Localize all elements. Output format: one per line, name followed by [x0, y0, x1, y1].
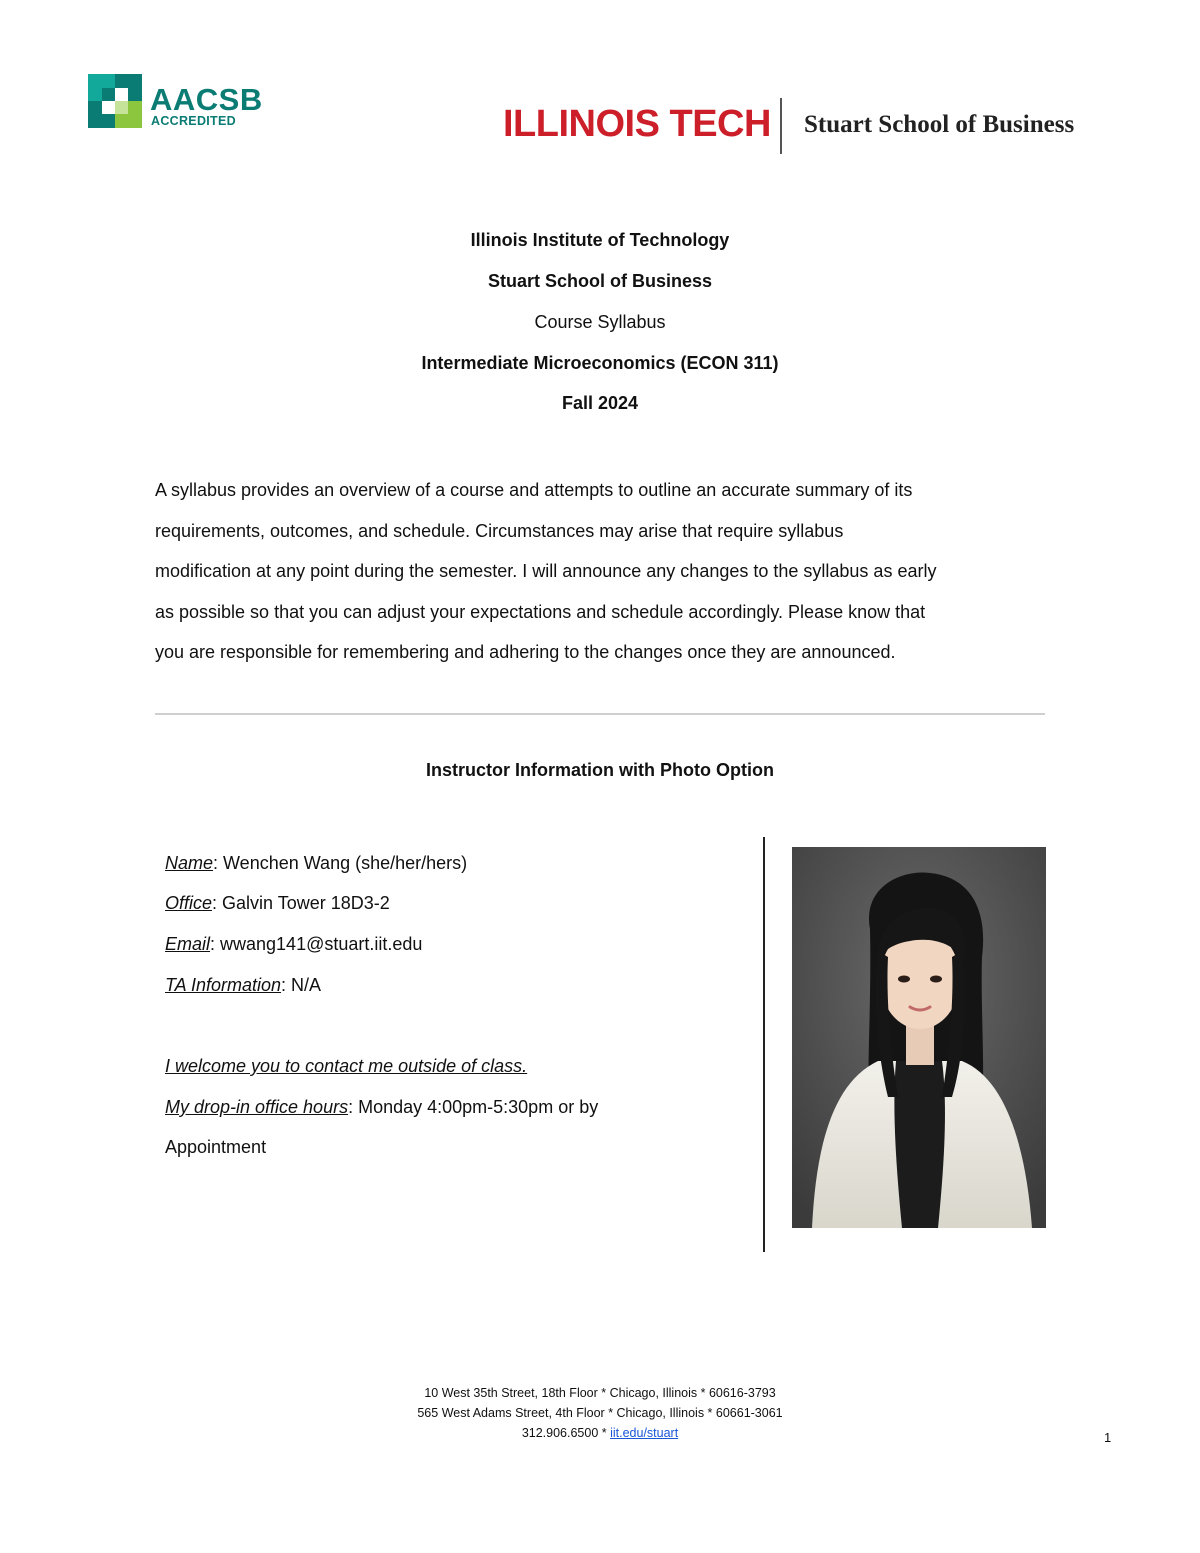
hours-label: My drop-in office hours: [165, 1097, 349, 1117]
intro-line: requirements, outcomes, and schedule. Circumstances may arise that require syllabus: [155, 520, 844, 541]
email-value: : wwang141@stuart.iit.edu: [210, 934, 423, 954]
syllabus-intro-paragraph: [155, 470, 1055, 673]
welcome-text: I welcome you to contact me outside of class.: [165, 1056, 528, 1076]
name-label: Name: [165, 853, 214, 873]
instructor-office-row: [165, 891, 390, 915]
email-label: Email: [165, 934, 211, 954]
ta-label: TA Information: [165, 975, 282, 995]
aacsb-emblem-icon: [88, 74, 142, 128]
vertical-separator: [763, 837, 765, 1252]
intro-line: A syllabus provides an overview of a course and attempts to outline an accurate summary of its: [155, 480, 913, 500]
header-divider: [780, 98, 782, 154]
aacsb-word: AACSB: [150, 82, 263, 117]
intro-line: you are responsible for remembering and adhering to the changes once they are announced.: [155, 642, 896, 662]
ta-info-row: [165, 973, 321, 997]
school-title: Stuart School of Business: [487, 271, 713, 291]
course-title: Intermediate Microeconomics (ECON 311): [421, 353, 779, 373]
illinois-tech-logo: ILLINOIS TECH: [503, 103, 771, 145]
instructor-photo: [792, 847, 1046, 1228]
section-divider: [155, 713, 1045, 715]
doc-type: Course Syllabus: [534, 312, 666, 332]
hours-value: : Monday 4:00pm-5:30pm or by: [348, 1097, 599, 1117]
instructor-heading: Instructor Information with Photo Option: [426, 760, 774, 780]
intro-line: modification at any point during the semester. I will announce any changes to the syllabus as early: [155, 561, 937, 581]
footer-website-link[interactable]: iit.edu/stuart: [610, 1426, 679, 1440]
aacsb-logo: [88, 74, 263, 130]
stuart-school-logo: Stuart School of Business: [804, 111, 1075, 138]
office-value: : Galvin Tower 18D3-2: [212, 893, 390, 913]
intro-line: as possible so that you can adjust your expectations and schedule accordingly. Please know that: [155, 601, 926, 622]
footer-address-2: 565 West Adams Street, 4th Floor * Chicago, Illinois * 60661-3061: [417, 1406, 783, 1420]
footer-address-1: 10 West 35th Street, 18th Floor * Chicago, Illinois * 60616-3793: [424, 1386, 776, 1400]
page-number: 1: [1104, 1430, 1112, 1445]
ta-value: : N/A: [281, 975, 322, 995]
office-hours-cont: Appointment: [165, 1137, 267, 1157]
name-value: : Wenchen Wang (she/her/hers): [213, 853, 468, 873]
footer-phone: 312.906.6500 *: [521, 1426, 611, 1440]
welcome-row: [165, 1054, 527, 1078]
term: Fall 2024: [561, 393, 639, 413]
aacsb-sub: ACCREDITED: [151, 114, 236, 128]
office-hours-row: [165, 1095, 598, 1119]
office-label: Office: [165, 893, 213, 913]
footer-contact: [0, 1423, 1200, 1443]
institution-title: Illinois Institute of Technology: [470, 230, 730, 250]
instructor-name-row: [165, 851, 467, 875]
instructor-email-row: [165, 932, 422, 956]
